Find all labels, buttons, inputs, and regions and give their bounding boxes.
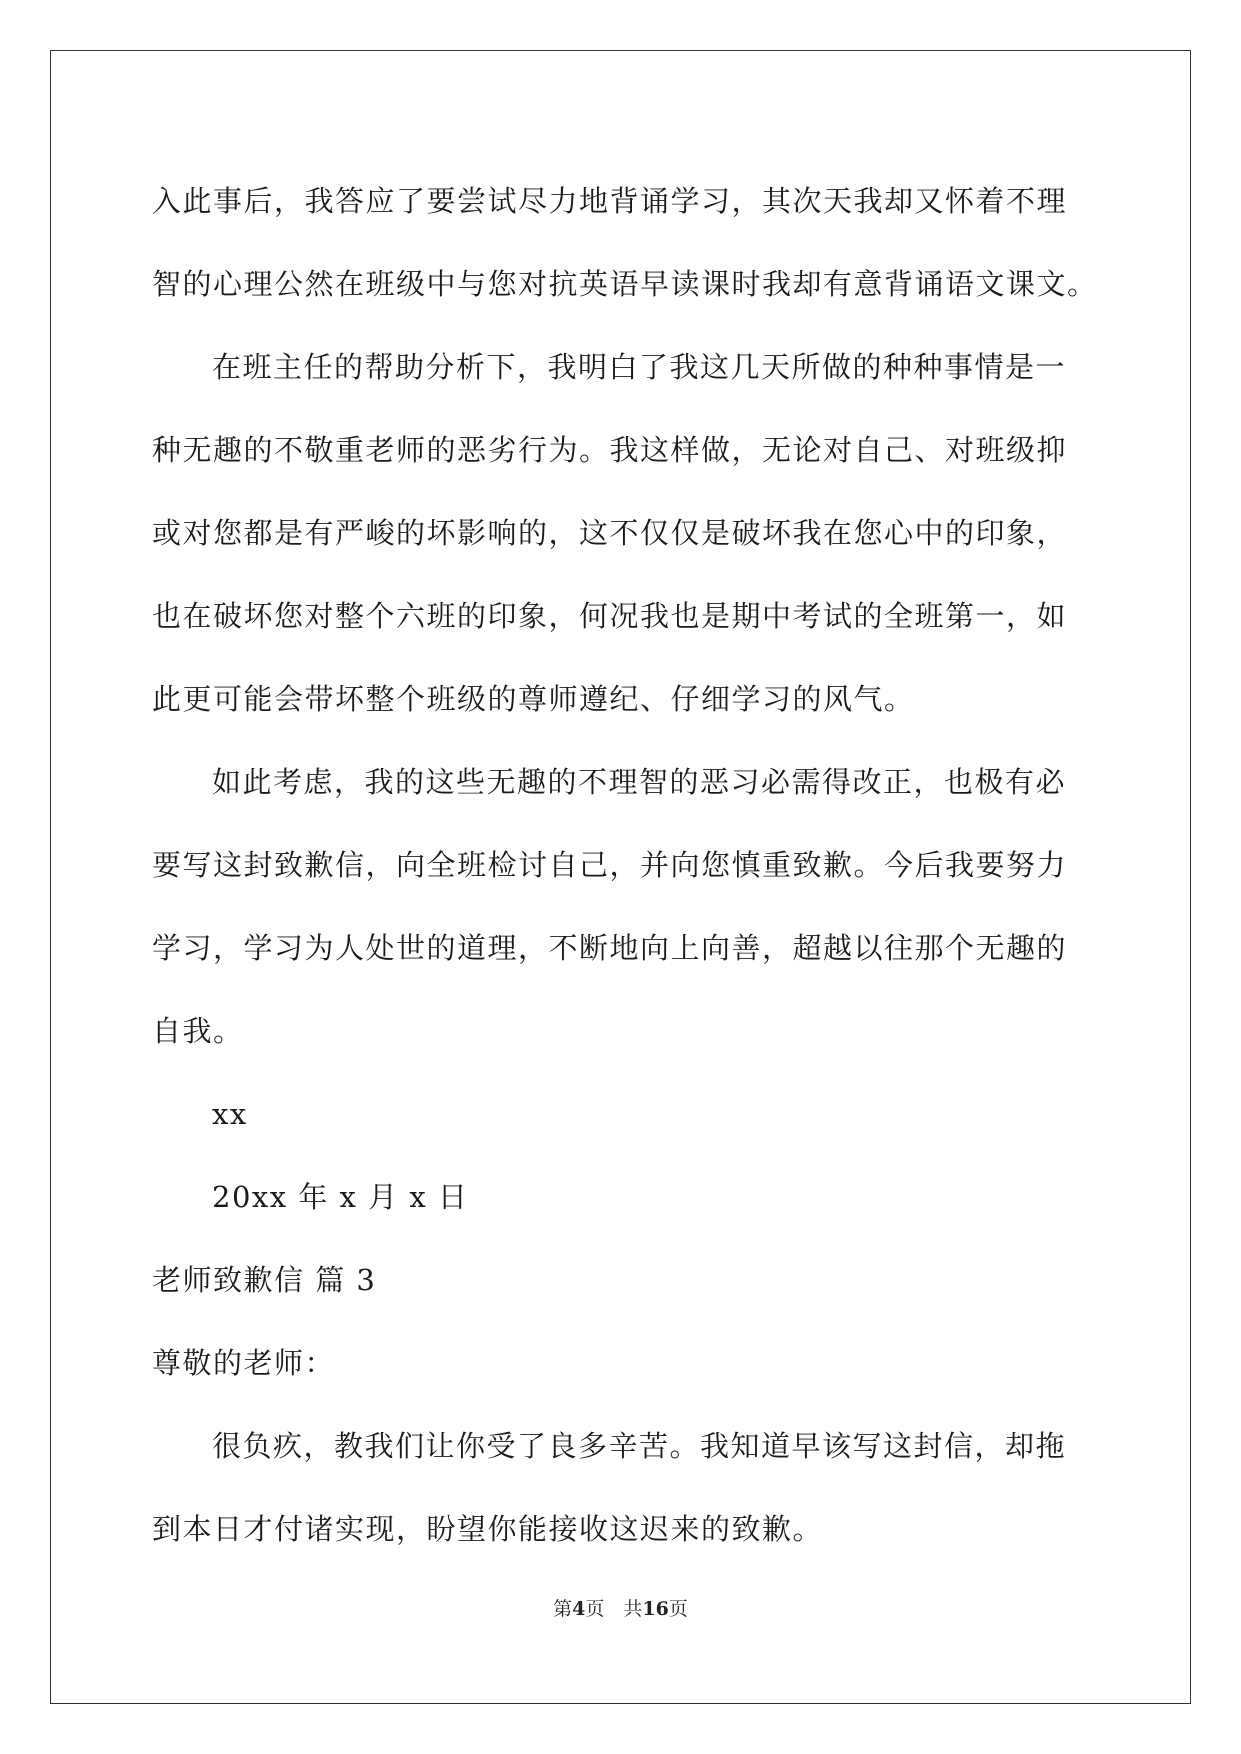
current-page-number: 4 [572, 1598, 586, 1620]
letter-body [152, 160, 1098, 1571]
footer-suffix: 页 [668, 1598, 688, 1620]
letter-line: 此更可能会带坏整个班级的尊师遵纪、仔细学习的风气。 [152, 682, 915, 716]
letter-line: 在班主任的帮助分析下，我明白了我这几天所做的种种事情是一 [212, 350, 1067, 384]
signature-name: xx [212, 1097, 248, 1131]
total-page-count: 16 [642, 1598, 669, 1620]
section-heading: 老师致歉信 篇 3 [152, 1263, 377, 1297]
letter-line: 自我。 [152, 1014, 244, 1048]
signature-date: 20xx 年 x 月 x 日 [212, 1180, 469, 1214]
letter-line: 也在破坏您对整个六班的印象，何况我也是期中考试的全班第一，如 [152, 599, 1068, 633]
letter-line: 入此事后，我答应了要尝试尽力地背诵学习，其次天我却又怀着不理 [152, 184, 1068, 218]
footer-middle: 页 共 [585, 1598, 643, 1620]
letter-line: 或对您都是有严峻的坏影响的，这不仅仅是破坏我在您心中的印象， [152, 516, 1068, 550]
letter-line: 智的心理公然在班级中与您对抗英语早读课时我却有意背诵语文课文。 [152, 267, 1098, 301]
letter-line: 学习，学习为人处世的道理，不断地向上向善，超越以往那个无趣的 [152, 931, 1068, 965]
letter-line: 很负疚，教我们让你受了良多辛苦。我知道早该写这封信，却拖 [212, 1429, 1067, 1463]
page-number-footer [0, 1594, 1241, 1621]
salutation: 尊敬的老师： [152, 1346, 336, 1380]
footer-prefix: 第 [553, 1598, 573, 1620]
letter-line: 种无趣的不敬重老师的恶劣行为。我这样做，无论对自己、对班级抑 [152, 433, 1068, 467]
letter-line: 要写这封致歉信，向全班检讨自己，并向您慎重致歉。今后我要努力 [152, 848, 1068, 882]
letter-line: 如此考虑，我的这些无趣的不理智的恶习必需得改正，也极有必 [212, 765, 1067, 799]
letter-line: 到本日才付诸实现，盼望你能接收这迟来的致歉。 [152, 1512, 824, 1546]
